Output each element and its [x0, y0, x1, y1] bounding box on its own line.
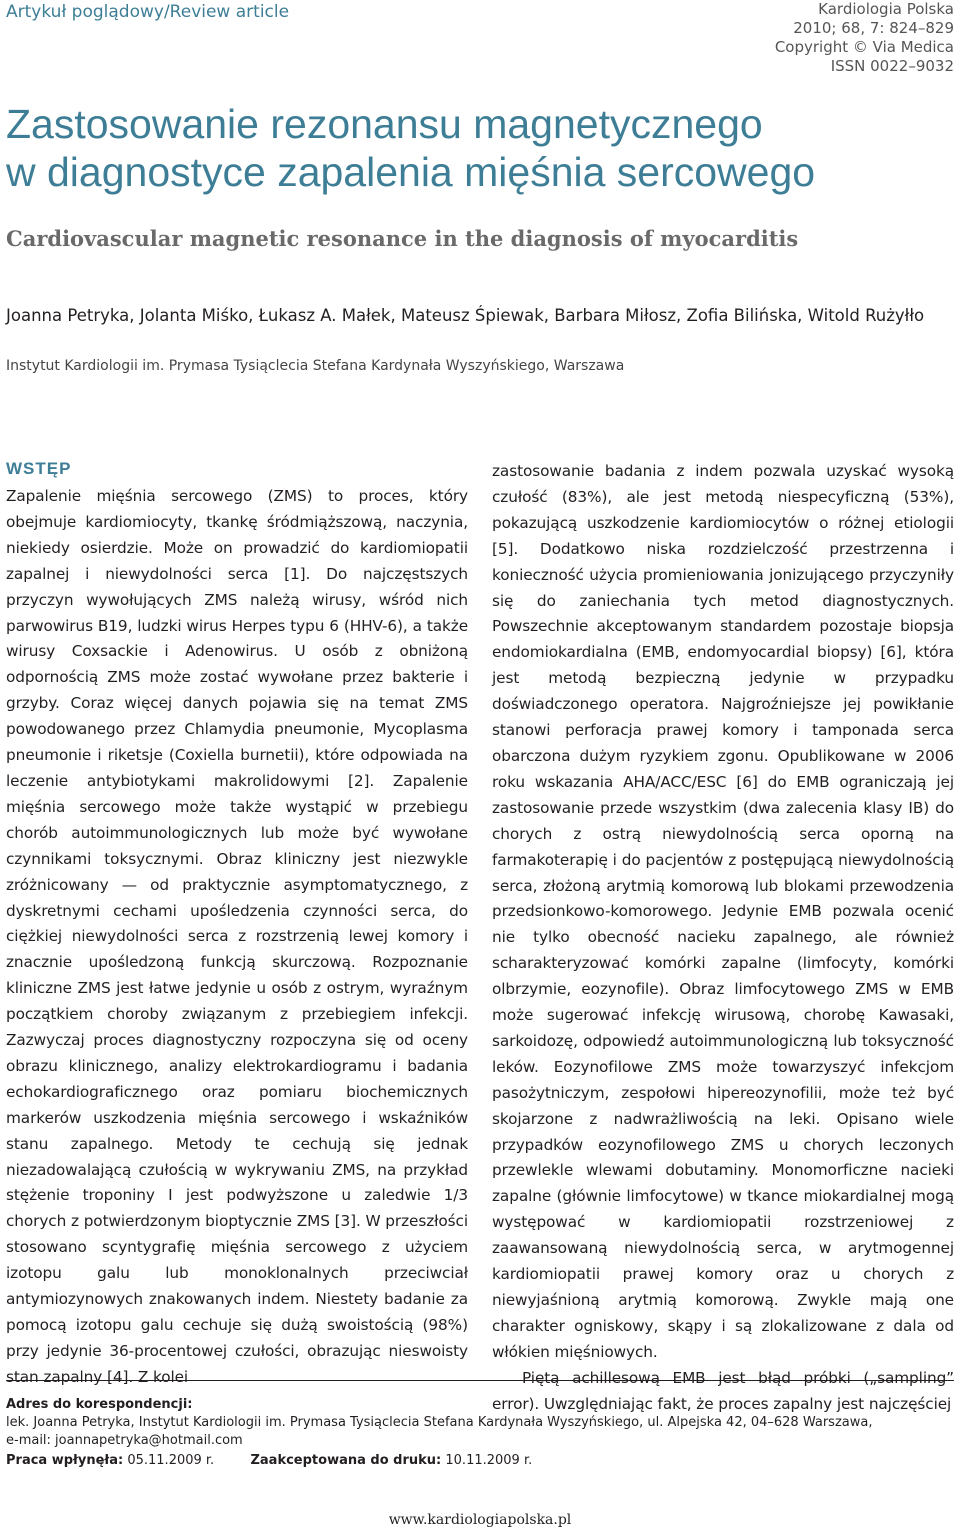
divider — [6, 1380, 954, 1381]
left-column — [6, 458, 468, 1391]
correspondence-email: e-mail: joannapetryka@hotmail.com — [6, 1433, 243, 1448]
article-type-label: Artykuł poglądowy/Review article — [6, 2, 290, 22]
right-column — [492, 459, 954, 1418]
journal-info — [775, 0, 954, 76]
correspondence-heading: Adres do korespondencji: — [6, 1397, 193, 1412]
submission-dates — [6, 1452, 954, 1470]
correspondence-block — [6, 1396, 954, 1470]
footer-url[interactable]: www.kardiologiapolska.pl — [388, 1512, 572, 1528]
accepted-date: 10.11.2009 r. — [445, 1453, 533, 1468]
correspondence-address: lek. Joanna Petryka, Instytut Kardiologii im. Prymasa Tysiąclecia Stefana Kardynała Wyszyńskiego, ul. Alpejska 42, 04–628 Warszawa, — [6, 1415, 873, 1430]
body-paragraph: zastosowanie badania z indem pozwala uzyskać wysoką czułość (83%), ale jest metodą niespecyficzną (53%), pokazującą uszkodzenie kardiomiocytów o różnej etiologii [5]. Dodatkowo niska rozdzielczość przestrzenna i konieczność użycia promieniowania jonizującego przyczyniły się do zaniechania tych metod diagnostycznych. Powszechnie akceptowanym standardem pozostaje biopsja endomiokardialna (EMB, endomyocardial biopsy) [6], która jest metodą bezpieczną jedynie w przypadku doświadczonego operatora. Najgroźniejsze jej powikłanie stanowi perforacja prawej komory i tamponada serca obarczona dużym ryzykiem zgonu. Opublikowane w 2006 roku wskazania AHA/ACC/ESC [6] do EMB ograniczają jej zastosowanie przede wszystkim (dwa zalecenia klasy IB) do chorych z ostrą niewydolnością serca oporną na farmakoterapię i do pacjentów z postępującą niewydolnością serca, złożoną arytmią komorową lub blokami przewodzenia przedsionkowo-komorowego. Jedynie EMB pozwala ocenić nie tylko obecność nacieku zapalnego, ale również scharakteryzować komórki zapalne (limfocyty, komórki olbrzymie, eozynofile). Obraz limfocytowego ZMS w EMB może sugerować infekcję wirusową, chorobę Kawasaki, sarkoidozę, odpowiedź autoimmunologiczną lub toksyczność leków. Eozynofilowe ZMS może towarzyszyć infekcjom pasożytniczym, zespołowi hipereozynofilii, może też być skojarzone z nadwrażliwością na leki. Opisano wiele przypadków eozynofilowego ZMS u chorych leczonych przewlekle wlewami dobutaminy. Monomorficzne nacieki zapalne (głównie limfocytowe) w tkance miokardialnej mogą występować w kardiomiopatii rozstrzeniowej z zaawansowaną niewydolnością serca, w arytmogennej kardiomiopatii prawej komory oraz u chorych z niewyjaśnioną arytmią komorową. Zwykle mają one charakter ogniskowy, skąpy i są zlokalizowane z dala od włókien mięśniowych. — [492, 462, 954, 1361]
received-label: Praca wpłynęła: — [6, 1453, 124, 1468]
journal-copyright: Copyright © Via Medica — [774, 38, 954, 56]
article-title — [6, 100, 946, 196]
article-title-line: Zastosowanie rezonansu magnetycznego — [6, 101, 763, 147]
accepted-label: Zaakceptowana do druku: — [250, 1453, 442, 1468]
body-paragraph: Piętą achillesową EMB jest błąd próbki („sampling” error). Uwzględniając fakt, że proces zapalny jest najczęściej — [492, 1368, 954, 1413]
received-date: 05.11.2009 r. — [127, 1453, 215, 1468]
journal-issn: ISSN 0022–9032 — [830, 57, 954, 75]
article-title-line: w diagnostyce zapalenia mięśnia sercowego — [6, 149, 816, 195]
author-list: Joanna Petryka, Jolanta Miśko, Łukasz A. Małek, Mateusz Śpiewak, Barbara Miłosz, Zofia Bilińska, Witold Rużyłło — [6, 306, 925, 325]
section-heading: WSTĘP — [6, 459, 72, 478]
body-paragraph: Zapalenie mięśnia sercowego (ZMS) to proces, który obejmuje kardiomiocyty, tkankę śródmiąższową, naczynia, niekiedy osierdzie. Może on prowadzić do kardiomiopatii zapalnej i niewydolności serca [1]. Do najczęstszych przyczyn wywołujących ZMS należą wirusy, wśród nich parwowirus B19, ludzki wirus Herpes typu 6 (HHV-6), a także wirusy Coxsackie i Adenowirus. U osób z obniżoną odpornością ZMS może zostać wywołane przez bakterie i grzyby. Coraz więcej danych pojawia się na temat ZMS powodowanego przez Chlamydia pneumonie, Mycoplasma pneumonie i riketsje (Coxiella burnetii), które odpowiada na leczenie antybiotykami makrolidowymi [2]. Zapalenie mięśnia sercowego może także wystąpić w przebiegu chorób autoimmunologicznych lub może być wywołane czynnikami toksycznymi. Obraz kliniczny jest niezwykle zróżnicowany — od praktycznie asymptomatycznego, z dyskretnymi cechami upośledzenia czynności serca, do ciężkiej niewydolności serca z rozstrzenią lewej komory i znacznie upośledzoną funkcją skurczową. Rozpoznanie kliniczne ZMS jest łatwe jedynie u osób z ostrym, wyraźnym początkiem choroby związanym z przebiegiem infekcji. Zazwyczaj proces diagnostyczny rozpoczyna się od oceny obrazu klinicznego, analizy elektrokardiogramu i badania echokardiograficznego oraz pomiaru biochemicznych markerów uszkodzenia mięśnia sercowego i wskaźników stanu zapalnego. Metody te cechują się jednak niezadowalającą czułością w wykrywaniu ZMS, na przykład stężenie troponiny I jest podwyższone u zaledwie 1/3 chorych z potwierdzonym bioptycznie ZMS [3]. W przeszłości stosowano scyntygrafię mięśnia sercowego z użyciem izotopu galu lub monoklonalnych przeciwciał antymiozynowych znakowanych indem. Niestety badanie za pomocą izotopu galu cechuje się dużą swoistością (98%) przy jedynie 36-procentowej czułości, obrazując nieswoisty stan zapalny [4]. Z kolei — [6, 487, 468, 1386]
journal-volume: 2010; 68, 7: 824–829 — [793, 19, 954, 37]
article-subtitle: Cardiovascular magnetic resonance in the diagnosis of myocarditis — [6, 226, 799, 251]
journal-name: Kardiologia Polska — [818, 0, 954, 18]
institution: Instytut Kardiologii im. Prymasa Tysiąclecia Stefana Kardynała Wyszyńskiego, Warszawa — [6, 358, 625, 374]
